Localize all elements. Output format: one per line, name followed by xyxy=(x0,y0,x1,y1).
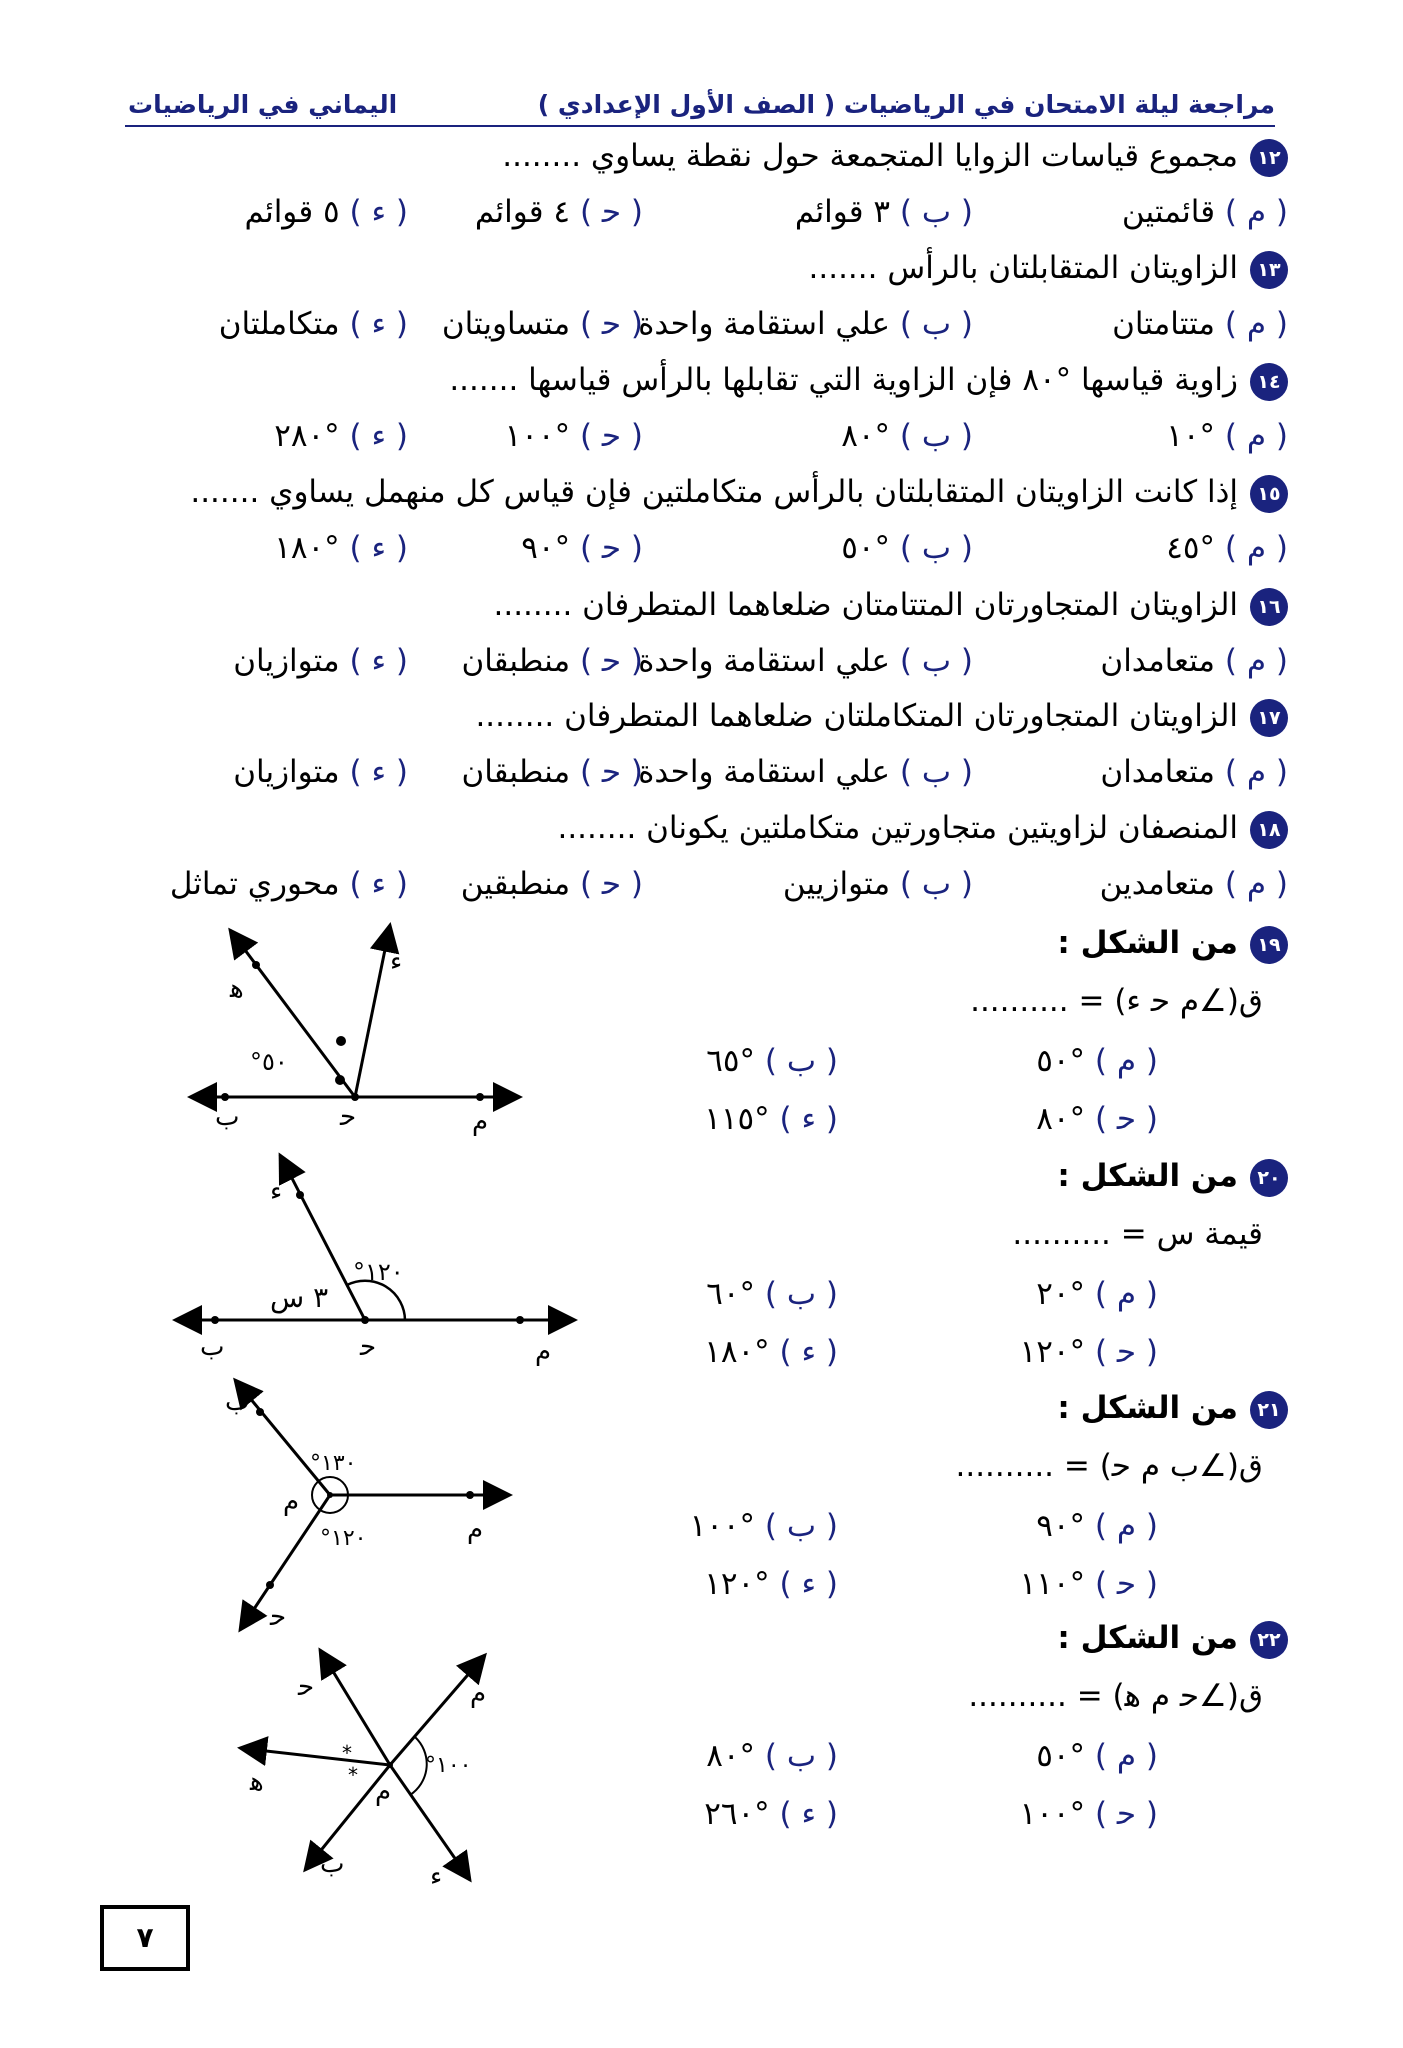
option-text: متعامدين xyxy=(1099,866,1216,902)
option-a[interactable] xyxy=(1166,418,1288,454)
option-label: ( ﺣ ) xyxy=(579,643,643,679)
option-d[interactable] xyxy=(274,530,408,566)
option-label: ( ﻡ ) xyxy=(1224,306,1288,342)
option-a[interactable] xyxy=(1036,1276,1158,1312)
option-label: ( ﺣ ) xyxy=(579,194,643,230)
option-label: ( ﺣ ) xyxy=(579,530,643,566)
option-text: °٨٠ xyxy=(841,418,891,454)
fig21-angle2: °١٢٠ xyxy=(320,1526,367,1551)
fig19-label-h: ﻫ xyxy=(230,974,244,1004)
option-label: ( ء ) xyxy=(349,754,408,790)
option-text: °١١٥ xyxy=(704,1101,770,1137)
option-label: ( ﺣ ) xyxy=(1094,1101,1158,1137)
question-number: ١٦ xyxy=(1250,588,1288,626)
option-text: °٩٠ xyxy=(521,530,571,566)
option-text: °١٠٠ xyxy=(1019,1796,1086,1832)
question-prompt: ق(∠ب م ﺣ) = .......... xyxy=(955,1448,1263,1484)
option-c[interactable] xyxy=(1020,1566,1158,1602)
question-number: ٢١ xyxy=(1250,1391,1288,1429)
option-text: °٤٥ xyxy=(1166,530,1216,566)
fig19-label-c: ﺣ xyxy=(340,1102,357,1132)
fig21-label-m: م xyxy=(283,1487,300,1517)
fig19-label-d: ء xyxy=(390,947,403,977)
option-a[interactable] xyxy=(1100,643,1288,679)
option-label: ( ب ) xyxy=(899,194,973,230)
option-b[interactable] xyxy=(706,1738,838,1774)
figure-19 xyxy=(180,915,540,1145)
option-label: ( ﺣ ) xyxy=(579,418,643,454)
option-text: علي استقامة واحدة xyxy=(638,754,891,790)
question-text: إذا كانت الزاويتان المتقابلتان بالرأس متكاملتين فإن قياس كل منهمل يساوي ....... xyxy=(190,474,1238,510)
option-text: ٤ قوائم xyxy=(474,194,571,230)
option-text: °١٨٠ xyxy=(704,1334,770,1370)
option-text: منطبقان xyxy=(461,643,571,679)
option-label: ( ب ) xyxy=(764,1276,838,1312)
fig22-angle: °١٠٠ xyxy=(425,1753,472,1778)
fig21-label-c: ﺣ xyxy=(270,1602,287,1632)
fig20-angle1: °١٢٠ xyxy=(353,1258,404,1286)
option-label: ( ﺣ ) xyxy=(1094,1334,1158,1370)
question-text: مجموع قياسات الزوايا المتجمعة حول نقطة يساوي ........ xyxy=(502,138,1238,174)
question-16 xyxy=(493,587,1288,626)
option-label: ( ﻡ ) xyxy=(1224,530,1288,566)
option-d[interactable] xyxy=(704,1334,838,1370)
figure-20 xyxy=(165,1145,585,1375)
option-text: °١٠٠ xyxy=(504,418,571,454)
question-title: من الشكل : xyxy=(1057,1158,1238,1194)
option-text: قائمتين xyxy=(1121,194,1216,230)
figure-21 xyxy=(215,1370,535,1640)
option-text: °٦٠ xyxy=(706,1276,756,1312)
figure-question-22 xyxy=(1057,1620,1288,1659)
option-text: ٥ قوائم xyxy=(244,194,340,230)
option-label: ( ﻡ ) xyxy=(1094,1276,1158,1312)
option-label: ( ب ) xyxy=(899,643,973,679)
question-text: زاوية قياسها °٨٠ فإن الزاوية التي تقابلها بالرأس قياسها ....... xyxy=(449,362,1238,398)
option-a[interactable] xyxy=(1036,1043,1158,1079)
question-15 xyxy=(190,474,1288,513)
option-text: محوري تماثل xyxy=(169,866,340,902)
header-divider xyxy=(125,125,1275,127)
option-label: ( ﻡ ) xyxy=(1224,754,1288,790)
option-text: متوازيين xyxy=(782,866,891,902)
question-text: الزاويتان المتقابلتان بالرأس ....... xyxy=(808,250,1238,286)
question-title: من الشكل : xyxy=(1057,925,1238,961)
option-label: ( ء ) xyxy=(349,306,408,342)
option-text: متكاملتان xyxy=(218,306,340,342)
option-label: ( ب ) xyxy=(899,306,973,342)
option-a[interactable] xyxy=(1036,1508,1158,1544)
question-title: من الشكل : xyxy=(1057,1390,1238,1426)
option-text: °١٠ xyxy=(1166,418,1216,454)
fig22-label-d: ء xyxy=(430,1862,443,1890)
option-text: °٢٦٠ xyxy=(704,1796,770,1832)
option-label: ( ﻡ ) xyxy=(1224,643,1288,679)
option-c[interactable] xyxy=(505,418,643,454)
option-text: ٣ قوائم xyxy=(794,194,891,230)
question-prompt: قيمة س = .......... xyxy=(1012,1216,1263,1252)
option-label: ( ب ) xyxy=(764,1738,838,1774)
option-d[interactable] xyxy=(704,1101,838,1137)
fig21-label-a: ﻡ xyxy=(467,1515,484,1545)
option-text: منطبقان xyxy=(461,754,571,790)
option-text: °٨٠ xyxy=(1036,1101,1086,1137)
question-number: ١٩ xyxy=(1250,926,1288,964)
fig22-star-2: * xyxy=(348,1763,358,1787)
option-label: ( ب ) xyxy=(899,418,973,454)
fig22-star-1: * xyxy=(342,1741,352,1765)
option-b[interactable] xyxy=(783,866,973,902)
option-d[interactable] xyxy=(274,418,408,454)
question-number: ١٨ xyxy=(1250,811,1288,849)
question-number: ١٢ xyxy=(1250,139,1288,177)
option-label: ( ب ) xyxy=(899,866,973,902)
question-17 xyxy=(475,698,1288,737)
option-label: ( ﻡ ) xyxy=(1094,1508,1158,1544)
question-number: ١٧ xyxy=(1250,699,1288,737)
fig22-label-h: ﻫ xyxy=(250,1767,264,1797)
question-text: المنصفان لزاويتين متجاورتين متكاملتين يكونان ........ xyxy=(557,810,1238,846)
option-b[interactable] xyxy=(638,643,973,679)
option-label: ( ء ) xyxy=(779,1566,838,1602)
fig19-angle: °٥٠ xyxy=(250,1048,288,1076)
option-b[interactable] xyxy=(706,1276,838,1312)
question-number: ١٥ xyxy=(1250,475,1288,513)
fig22-label-c: ﺣ xyxy=(298,1672,315,1702)
option-label: ( ﺣ ) xyxy=(579,754,643,790)
option-a[interactable] xyxy=(1166,530,1288,566)
option-label: ( ء ) xyxy=(779,1101,838,1137)
option-label: ( ﺣ ) xyxy=(579,866,643,902)
option-a[interactable] xyxy=(1100,866,1288,902)
option-c[interactable] xyxy=(521,530,643,566)
question-text: الزاويتان المتجاورتان المتتامتان ضلعاهما المتطرفان ........ xyxy=(493,587,1238,623)
option-label: ( ﻡ ) xyxy=(1224,194,1288,230)
option-text: °٥٠ xyxy=(1036,1043,1086,1079)
option-text: °٩٠ xyxy=(1036,1508,1086,1544)
option-text: °٢٠ xyxy=(1036,1276,1086,1312)
option-d[interactable] xyxy=(244,194,408,230)
fig22-label-b: ب xyxy=(320,1849,345,1879)
option-label: ( ﺣ ) xyxy=(1094,1566,1158,1602)
fig20-label-c: ﺣ xyxy=(360,1332,377,1362)
option-d[interactable] xyxy=(233,754,408,790)
option-label: ( ﻡ ) xyxy=(1224,866,1288,902)
option-a[interactable] xyxy=(1122,194,1288,230)
option-label: ( ء ) xyxy=(779,1334,838,1370)
option-c[interactable] xyxy=(1036,1101,1158,1137)
option-a[interactable] xyxy=(1100,754,1288,790)
option-c[interactable] xyxy=(1020,1334,1158,1370)
option-text: متساويتان xyxy=(441,306,571,342)
question-14 xyxy=(449,362,1288,401)
fig21-angle1: °١٣٠ xyxy=(310,1451,357,1476)
option-label: ( ب ) xyxy=(899,754,973,790)
option-label: ( ب ) xyxy=(764,1508,838,1544)
figure-question-21 xyxy=(1057,1390,1288,1429)
option-text: متوازيان xyxy=(233,754,340,790)
page-number: ٧ xyxy=(100,1905,190,1971)
option-a[interactable] xyxy=(1112,306,1288,342)
option-text: °١٠٠ xyxy=(689,1508,756,1544)
figure-question-20 xyxy=(1057,1158,1288,1197)
option-c[interactable] xyxy=(442,306,643,342)
option-label: ( ﻡ ) xyxy=(1094,1043,1158,1079)
option-d[interactable] xyxy=(704,1566,838,1602)
option-text: °١٢٠ xyxy=(704,1566,770,1602)
option-d[interactable] xyxy=(219,306,408,342)
option-c[interactable] xyxy=(475,194,643,230)
question-text: الزاويتان المتجاورتان المتكاملتان ضلعاهما المتطرفان ........ xyxy=(475,698,1238,734)
figure-22 xyxy=(230,1640,520,1890)
question-number: ١٤ xyxy=(1250,363,1288,401)
option-label: ( ء ) xyxy=(779,1796,838,1832)
option-text: متتامتان xyxy=(1112,306,1216,342)
fig20-label-d: ء xyxy=(270,1177,283,1207)
option-label: ( ء ) xyxy=(349,866,408,902)
question-12 xyxy=(502,138,1288,177)
option-label: ( ء ) xyxy=(349,194,408,230)
option-label: ( ﻡ ) xyxy=(1224,418,1288,454)
option-text: متوازيان xyxy=(233,643,340,679)
question-number: ٢٠ xyxy=(1250,1159,1288,1197)
fig19-label-b: ب xyxy=(215,1102,240,1132)
option-text: متعامدان xyxy=(1100,754,1216,790)
fig21-label-b: ب xyxy=(225,1387,250,1417)
question-number: ٢٢ xyxy=(1250,1621,1288,1659)
option-c[interactable] xyxy=(461,866,643,902)
question-title: من الشكل : xyxy=(1057,1620,1238,1656)
option-d[interactable] xyxy=(233,643,408,679)
question-prompt: ق(∠ﺣ م ﻫ) = .......... xyxy=(968,1678,1263,1714)
option-text: °٦٥ xyxy=(706,1043,756,1079)
option-label: ( ب ) xyxy=(764,1043,838,1079)
option-text: علي استقامة واحدة xyxy=(638,643,891,679)
question-18 xyxy=(557,810,1288,849)
question-13 xyxy=(809,250,1288,289)
option-label: ( ﻡ ) xyxy=(1094,1738,1158,1774)
fig22-label-m: م xyxy=(375,1777,392,1807)
option-b[interactable] xyxy=(638,306,973,342)
option-text: منطبقين xyxy=(460,866,571,902)
option-text: °٥٠ xyxy=(1036,1738,1086,1774)
option-c[interactable] xyxy=(461,643,643,679)
option-c[interactable] xyxy=(1020,1796,1158,1832)
option-label: ( ء ) xyxy=(349,643,408,679)
question-prompt: ق(∠ﻡ ﺣ ء) = .......... xyxy=(970,983,1263,1019)
figure-question-19 xyxy=(1057,925,1288,964)
option-text: °٢٨٠ xyxy=(274,418,340,454)
header-title: مراجعة ليلة الامتحان في الرياضيات ( الصف الأول الإعدادي ) xyxy=(537,90,1275,119)
option-text: متعامدان xyxy=(1100,643,1216,679)
option-a[interactable] xyxy=(1036,1738,1158,1774)
option-label: ( ب ) xyxy=(899,530,973,566)
option-b[interactable] xyxy=(690,1508,838,1544)
question-number: ١٣ xyxy=(1250,251,1288,289)
option-label: ( ء ) xyxy=(349,418,408,454)
option-label: ( ﺣ ) xyxy=(1094,1796,1158,1832)
option-text: °١١٠ xyxy=(1019,1566,1086,1602)
option-b[interactable] xyxy=(841,418,973,454)
fig19-label-a: ﻡ xyxy=(472,1107,489,1137)
option-c[interactable] xyxy=(461,754,643,790)
header-author: اليماني في الرياضيات xyxy=(128,90,398,119)
option-d[interactable] xyxy=(170,866,408,902)
option-b[interactable] xyxy=(841,530,973,566)
option-b[interactable] xyxy=(638,754,973,790)
option-text: °١٨٠ xyxy=(274,530,340,566)
option-text: علي استقامة واحدة xyxy=(638,306,891,342)
fig22-label-a: ﻡ xyxy=(470,1679,487,1709)
fig20-label-b: ب xyxy=(200,1332,225,1362)
option-text: °١٢٠ xyxy=(1019,1334,1086,1370)
option-text: °٨٠ xyxy=(706,1738,756,1774)
option-text: °٥٠ xyxy=(841,530,891,566)
fig20-label-a: ﻡ xyxy=(535,1337,552,1367)
option-b[interactable] xyxy=(795,194,973,230)
option-label: ( ﺣ ) xyxy=(579,306,643,342)
option-d[interactable] xyxy=(704,1796,838,1832)
option-b[interactable] xyxy=(706,1043,838,1079)
fig20-angle2: ٣ س xyxy=(270,1281,329,1314)
option-label: ( ء ) xyxy=(349,530,408,566)
